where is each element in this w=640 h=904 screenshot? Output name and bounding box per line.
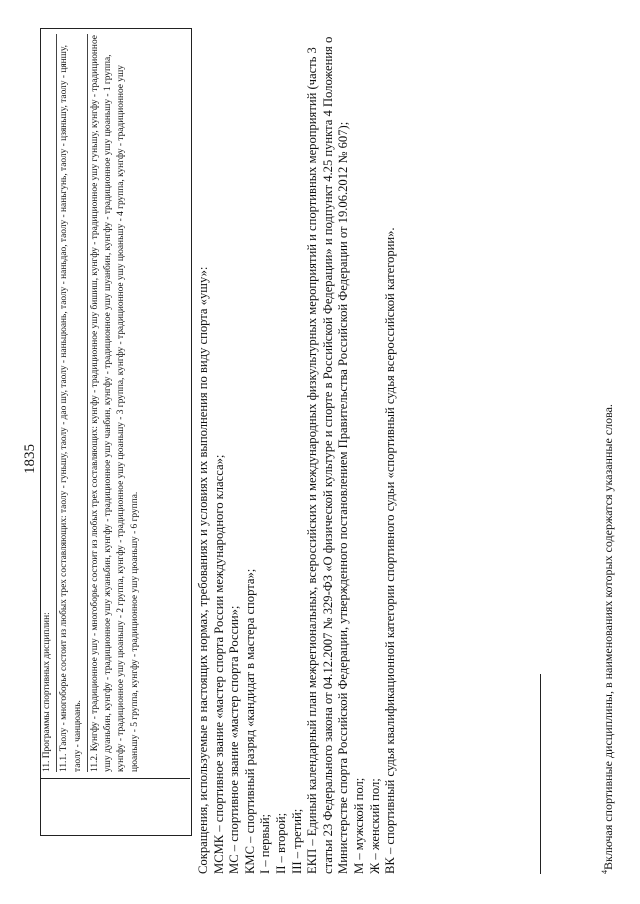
table-row: 11.1. Таолу - многоборье состоит из любых трех составляющих: таолу - гуньшу, таолу - дао шу, таолу - наньцюань, таолу - наньдао, таолу - наньгунь, таолу - цзяньшу, таолу - цяншу, таолу - чанцюань. <box>57 34 88 772</box>
abbreviation-item: ЕКП – Единый календарный план межрегиональных, всероссийских и международных физкультурных мероприятий и спортивных мероприятий (часть 3 статьи 23 Федерального закона от 04.12.2007 № 329-ФЗ «О физической культуре и спорте в Российской Федерации» и подпункт 4.25 пункта 4 Положения о Министерстве спорта Российской Федерации, утвержденного постановлением Правительства Российской Федерации от 19.06.2012 № 607); <box>305 36 351 874</box>
footnote-marker: 4 <box>600 870 609 874</box>
abbreviation-item: МС – спортивное звание «мастер спорта России»; <box>227 605 242 874</box>
table-column-divider <box>40 778 190 779</box>
abbreviation-item: III – третий; <box>289 808 304 874</box>
footnote <box>600 404 616 874</box>
table-row: 11.2. Кунгфу - традиционное ушу - многоборье состоит из любых трех составляющих: кунгфу - традиционное ушу бишиш, кунгфу - традиционное ушу гуньшу, кунгфу - традиционное ушу дуаньбин, кунгфу - традиционное ушу жуаньбин, кунгфу - традиционное ушу чанбин, кунгфу - традиционное ушу шуанбин, кунгфу - традиционное ушу цюаньшу - 1 группа, кунгфу - традиционное ушу цюаньшу - 2 группа, кунгфу - традиционное ушу цюаньшу - 3 группа, кунгфу - традиционное ушу цюаньшу - 4 группа, кунгфу - традиционное ушу цюаньшу - 5 группа, кунгфу - традиционное ушу цюаньшу - 6 группа. <box>89 35 140 772</box>
abbreviation-item: I – первый; <box>258 813 273 874</box>
abbreviation-item: М – мужской пол; <box>351 777 366 874</box>
abbreviation-item: ВК – спортивный судья квалификационной категории спортивного судьи «спортивный судья всероссийской категории». <box>383 227 398 874</box>
abbreviation-item: КМС – спортивный разряд «кандидат в мастера спорта»; <box>242 568 257 874</box>
abbreviations-intro: Сокращения, используемые в настоящих нормах, требованиях и условиях их выполнения по виду спорта «ушу»: <box>196 266 210 874</box>
footnote-divider <box>540 674 541 874</box>
abbreviation-item: II – второй; <box>273 812 288 874</box>
program-table-cell <box>40 34 144 772</box>
table-row: 11. Программы спортивных дисциплин: <box>40 34 57 772</box>
abbreviation-item: МСМК – спортивное звание «мастер спорта России международного класса»; <box>211 454 226 874</box>
abbreviation-item: Ж – женский пол; <box>367 778 382 874</box>
abbreviations-block <box>196 14 399 874</box>
footnote-text: Включая спортивные дисциплины, в наименованиях которых содержатся указанные слова. <box>601 404 615 870</box>
page-number: 1835 <box>22 444 38 474</box>
